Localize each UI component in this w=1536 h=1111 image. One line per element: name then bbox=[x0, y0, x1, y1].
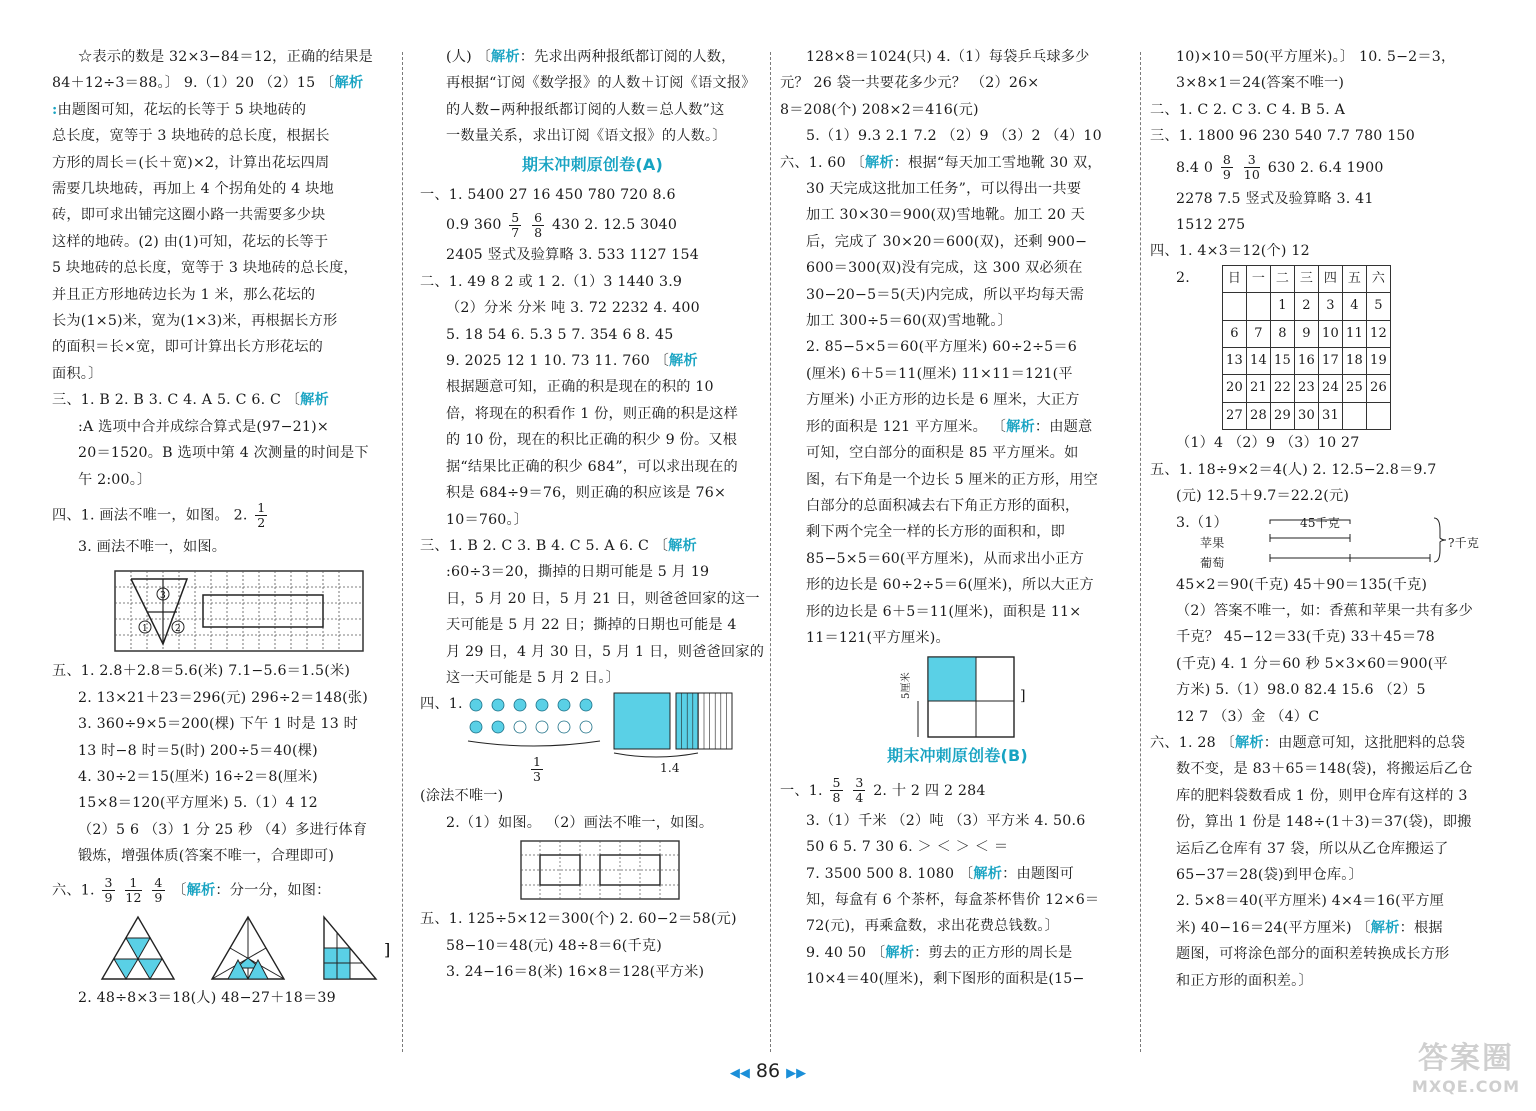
text-line: ☆表示的数是 32×3−84＝12，正确的结果是 bbox=[78, 49, 373, 65]
prev-arrow-icon: ◀◀ bbox=[729, 1066, 750, 1081]
text-line: 9. 40 50 〔解析：剪去的正方形的周长是 bbox=[806, 944, 1073, 961]
fraction: $\frac{8}{9}$ bbox=[1222, 152, 1231, 183]
text-line: 天可能是 5 月 22 日；撕掉的日期也可能是 4 bbox=[446, 617, 737, 634]
calendar-cell: 30 bbox=[1295, 402, 1319, 429]
calendar-row bbox=[1223, 293, 1391, 320]
text-line: 10＝760。〕 bbox=[446, 511, 529, 528]
text-line: :由题图可知，花坛的长等于 5 块地砖的 bbox=[52, 101, 307, 118]
text-line: 15×8＝120(平方厘米) 5.（1）4 12 bbox=[78, 795, 318, 812]
square-figure bbox=[780, 655, 1135, 741]
calendar-cell: 31 bbox=[1319, 402, 1343, 429]
text-line: 面积。〕 bbox=[52, 365, 103, 382]
text-line: 2278 7.5 竖式及验算略 3. 41 bbox=[1176, 190, 1374, 207]
text-line: 并且正方形地砖边长为 1 米，那么花坛的 bbox=[52, 286, 316, 303]
text-line: 加工 30×30＝900(双)雪地靴。加工 20 天 bbox=[806, 207, 1085, 224]
calendar-cell: 三 bbox=[1295, 265, 1319, 292]
text-line: 12 7 （3）金 （4）C bbox=[1176, 708, 1320, 725]
calendar-cell: 20 bbox=[1223, 375, 1247, 402]
text-line: 砖，即可求出铺完这圈小路一共需要多少块 bbox=[52, 207, 326, 224]
watermark-url: MXQE.COM bbox=[1411, 1077, 1521, 1096]
text-line: 2. 5×8＝40(平方厘米) 4×4＝16(平方厘 bbox=[1176, 893, 1445, 910]
diagram-top-label: 45千克 bbox=[1300, 515, 1341, 530]
text-line: 5. 18 54 6. 5.3 5 7. 354 6 8. 45 bbox=[446, 326, 674, 343]
grid-drawing-figure bbox=[114, 570, 364, 652]
text-line: 这样的地砖。(2) 由(1)可知，花坛的长等于 bbox=[52, 233, 329, 250]
text-line: 45×2＝90(千克) 45＋90＝135(千克) bbox=[1176, 576, 1428, 593]
calendar-row bbox=[1223, 402, 1391, 429]
text-line: 600＝300(双)没有完成，这 300 双必须在 bbox=[806, 260, 1083, 277]
calendar-cell: 13 bbox=[1223, 348, 1247, 375]
diagram-right-label: ?千克 bbox=[1448, 535, 1480, 550]
calendar-cell: 1 bbox=[1271, 293, 1295, 320]
fraction: $\frac{6}{8}$ bbox=[534, 209, 543, 240]
fraction: $\frac{4}{9}$ bbox=[154, 874, 163, 905]
text-line: 2405 竖式及验算略 3. 533 1127 154 bbox=[446, 247, 699, 264]
calendar-cell: 15 bbox=[1271, 348, 1295, 375]
text-line: 三、1. 1800 96 230 540 7.7 780 150 bbox=[1150, 128, 1415, 145]
text-line: 三、1. B 2. C 3. B 4. C 5. A 6. C 〔解析 bbox=[420, 537, 697, 554]
calendar-cell: 5 bbox=[1367, 293, 1391, 320]
text-line: 3.（1） bbox=[1176, 514, 1228, 531]
next-arrow-icon: ▶▶ bbox=[786, 1066, 807, 1081]
text-line: 58−10＝48(元) 48÷8＝6(千克) bbox=[446, 937, 663, 954]
bar-label: 1.4 bbox=[660, 761, 680, 776]
fraction: $\frac{5}{7}$ bbox=[511, 209, 520, 240]
calendar-header-row bbox=[1223, 265, 1391, 292]
text-line: 4. 30÷2＝15(厘米) 16÷2＝8(厘米) bbox=[78, 768, 318, 785]
text-line: :A 选项中合并成综合算式是(97−21)× bbox=[78, 418, 329, 435]
calendar-row bbox=[1223, 375, 1391, 402]
text-line: 白部分的总面积减去右下角正方形的面积， bbox=[806, 497, 1080, 514]
fraction: $\frac{3}{9}$ bbox=[104, 874, 113, 905]
text-line: 可知，空白部分的面积是 85 平方厘米。如 bbox=[806, 445, 1079, 462]
calendar-cell: 8 bbox=[1271, 320, 1295, 347]
text-line: 月 29 日，4 月 30 日，5 月 1 日，则爸爸回家的 bbox=[446, 643, 765, 660]
text-line: (人) 〔解析：先求出两种报纸都订阅的人数， bbox=[446, 49, 736, 65]
flowers-figure bbox=[464, 695, 604, 755]
text-line: 的人数−两种报纸都订阅的人数＝总人数”这 bbox=[446, 101, 725, 118]
calendar-cell: 7 bbox=[1247, 320, 1271, 347]
section-4-line: 四、1. 画法不唯一，如图。 2. $\frac{1}{2}$ bbox=[52, 499, 266, 530]
calendar-cell: 一 bbox=[1247, 265, 1271, 292]
calendar-cell: 9 bbox=[1295, 320, 1319, 347]
text-line: 72(元)，再乘盒数，求出花费总钱数。〕 bbox=[806, 918, 1060, 935]
bar-figure bbox=[612, 691, 742, 765]
column-divider bbox=[1140, 52, 1141, 1052]
calendar-cell: 3 bbox=[1319, 293, 1343, 320]
text-line: 再根据“订阅《数学报》的人数＋订阅《语文报》 bbox=[446, 75, 756, 92]
text-line: 一、1. 5400 27 16 450 780 720 8.6 bbox=[420, 187, 676, 204]
text-line: 据“结果比正确的积少 684”，可以求出现在的 bbox=[446, 458, 738, 475]
text-line: (厘米) 6＋5＝11(厘米) 11×11＝121(平 bbox=[806, 365, 1073, 382]
text-line: （1）4 （2）9 （3）10 27 bbox=[1176, 435, 1360, 452]
text-line: 倍，将现在的积看作 1 份，则正确的积是这样 bbox=[446, 405, 739, 422]
calendar-cell: 日 bbox=[1223, 265, 1247, 292]
text-line: 数不变，是 83＋65＝148(袋)，将搬运后乙仓 bbox=[1176, 761, 1473, 778]
text-line: 5.（1）9.3 2.1 7.2 （2）9 （3）2 （4）10 bbox=[806, 128, 1102, 145]
text-line: 65−37＝28(袋)到甲仓库。〕 bbox=[1176, 866, 1363, 883]
text-line: 午 2:00。〕 bbox=[78, 471, 152, 488]
fraction: $\frac{5}{8}$ bbox=[832, 775, 841, 806]
calendar-cell: 24 bbox=[1319, 375, 1343, 402]
text-line: 20＝1520。B 选项中第 4 次测量的时间是下 bbox=[78, 445, 369, 462]
text-line: 二、1. C 2. C 3. C 4. B 5. A bbox=[1150, 101, 1346, 118]
text-line: 剩下两个完全一样的长方形的面积和，即 bbox=[806, 524, 1065, 541]
calendar-cell: 23 bbox=[1295, 375, 1319, 402]
svg-text:3: 3 bbox=[160, 591, 166, 602]
text-line: 一数量关系，求出订阅《语文报》的人数。〕 bbox=[446, 128, 727, 145]
text-line: 3×8×1＝24(答案不唯一) bbox=[1176, 75, 1345, 92]
section-5-line: 五、1. 2.8＋2.8＝5.6(米) 7.1−5.6＝1.5(米) bbox=[52, 663, 351, 680]
text-line: 锻炼，增强体质(答案不唯一，合理即可) bbox=[78, 848, 335, 865]
text-line: 3. 360÷9×5＝200(棵) 下午 1 时是 13 时 bbox=[78, 716, 359, 733]
text-line: 日，5 月 20 日，5 月 21 日，则爸爸回家的这一 bbox=[446, 590, 760, 607]
page-number bbox=[0, 1060, 1536, 1082]
calendar-cell: 18 bbox=[1343, 348, 1367, 375]
calendar-cell bbox=[1223, 293, 1247, 320]
fraction: $\frac{1}{12}$ bbox=[125, 874, 142, 905]
section-4-figures bbox=[420, 691, 765, 783]
calendar-cell: 19 bbox=[1367, 348, 1391, 375]
text-line: (元) 12.5＋9.7＝22.2(元) bbox=[1176, 488, 1350, 505]
figure-side-label: 5厘米 bbox=[901, 672, 912, 700]
calendar-cell: 五 bbox=[1343, 265, 1367, 292]
text-line: 方厘米) 小正方形的边长是 6 厘米，大正方 bbox=[806, 392, 1080, 409]
text-line: 库的肥料袋数看成 1 份，则甲仓库有这样的 3 bbox=[1176, 787, 1468, 804]
text-line: 方米) 5.（1）98.0 82.4 15.6 （2）5 bbox=[1176, 682, 1426, 699]
triangles-figure bbox=[98, 913, 398, 983]
calendar-cell: 29 bbox=[1271, 402, 1295, 429]
text-line: 图，右下角是一个边长 5 厘米的正方形，用空 bbox=[806, 471, 1099, 488]
text-line: 四、1. bbox=[420, 696, 463, 713]
calendar-cell: 二 bbox=[1271, 265, 1295, 292]
text-line: 千克？ 45−12＝33(千克) 33＋45＝78 bbox=[1176, 629, 1435, 646]
calendar-cell: 11 bbox=[1343, 320, 1367, 347]
text-line: 份，算出 1 份是 148÷(1＋3)＝37(袋)，即搬 bbox=[1176, 814, 1472, 831]
section-title-a: 期末冲刺原创卷(A) bbox=[521, 154, 663, 174]
text-line: 这一天可能是 5 月 2 日。〕 bbox=[446, 669, 621, 686]
calendar-cell: 22 bbox=[1271, 375, 1295, 402]
text-line: 总长度，宽等于 3 块地砖的总长度，根据长 bbox=[52, 128, 330, 145]
calendar-table bbox=[1222, 265, 1391, 430]
section-3-line: 三、1. B 2. B 3. C 4. A 5. C 6. C 〔解析 bbox=[52, 392, 329, 409]
calendar-cell bbox=[1343, 402, 1367, 429]
text-line: 50 6 5. 7 30 6. ＞ ＜ ＞ ＜ ＝ bbox=[806, 839, 1009, 856]
calendar-cell bbox=[1367, 402, 1391, 429]
text-line: 128×8＝1024(只) 4.（1）每袋乒乓球多少 bbox=[806, 49, 1090, 65]
text-line: 长为(1×5)米，宽为(1×3)米，再根据长方形 bbox=[52, 313, 338, 330]
text-line: （2）分米 分米 吨 3. 72 2232 4. 400 bbox=[446, 300, 700, 317]
page-number-text: 86 bbox=[755, 1060, 781, 1082]
diagram-row2-label: 葡萄 bbox=[1200, 555, 1225, 570]
bracket: ] bbox=[1020, 688, 1026, 705]
text-line: 积是 684÷9＝76，则正确的积应该是 76× bbox=[446, 485, 727, 502]
text-line: 元？ 26 袋一共要花多少元？ （2）26× bbox=[780, 75, 1040, 92]
text-line: 10×4＝40(厘米)，剩下图形的面积是(15− bbox=[806, 971, 1085, 988]
calendar-cell: 2 bbox=[1295, 293, 1319, 320]
diagram-row1-label: 苹果 bbox=[1200, 535, 1225, 550]
svg-text:2: 2 bbox=[175, 624, 181, 635]
grid-rect-figure bbox=[520, 840, 680, 900]
text-line: 方形的周长＝(长＋宽)×2，计算出花坛四周 bbox=[52, 154, 330, 171]
text-line: 1512 275 bbox=[1176, 217, 1246, 234]
text-line: 2. 85−5×5＝60(平方厘米) 60÷2÷5＝6 bbox=[806, 339, 1077, 356]
text-line: 8.4 0 $\frac{8}{9}$ $\frac{3}{10}$ 630 2. 6.4 1900 bbox=[1176, 152, 1384, 183]
calendar-cell: 6 bbox=[1223, 320, 1247, 347]
calendar-row bbox=[1223, 348, 1391, 375]
text-line: 根据题意可知，正确的积是现在的积的 10 bbox=[446, 379, 714, 396]
column-divider bbox=[402, 52, 403, 1052]
calendar-cell: 12 bbox=[1367, 320, 1391, 347]
column-divider bbox=[770, 52, 771, 1052]
calendar-cell: 16 bbox=[1295, 348, 1319, 375]
calendar-cell: 26 bbox=[1367, 375, 1391, 402]
text-line: 形的边长是 6＋5＝11(厘米)，面积是 11× bbox=[806, 603, 1082, 620]
calendar-cell: 25 bbox=[1343, 375, 1367, 402]
calendar-cell: 4 bbox=[1343, 293, 1367, 320]
text-line: 题图，可将涂色部分的面积差转换成长方形 bbox=[1176, 946, 1450, 963]
column-2 bbox=[420, 44, 765, 985]
fraction: $\frac{1}{3}$ bbox=[533, 754, 542, 785]
text-line: 运后乙仓库有 37 袋，所以从乙仓库搬运了 bbox=[1176, 840, 1449, 857]
text-line: 3.（1）千米 （2）吨 （3）平方米 4. 50.6 bbox=[806, 812, 1086, 829]
text-line: 9. 2025 12 1 10. 73 11. 760 〔解析 bbox=[446, 353, 698, 370]
text-line: 3. 画法不唯一，如图。 bbox=[78, 538, 227, 555]
text-line: 四、1. 4×3＝12(个) 12 bbox=[1150, 243, 1310, 260]
text-line: 二、1. 49 8 2 或 1 2.（1）3 1440 3.9 bbox=[420, 273, 683, 290]
text-line: 8＝208(个) 208×2＝416(元) bbox=[780, 101, 979, 118]
text-line: 知，每盒有 6 个茶杯，每盒茶杯售价 12×6＝ bbox=[806, 891, 1100, 908]
text-line: 3. 24−16＝8(米) 16×8＝128(平方米) bbox=[446, 963, 705, 980]
text-line: 的 10 份，现在的积比正确的积少 9 份。又根 bbox=[446, 432, 738, 449]
calendar-cell: 17 bbox=[1319, 348, 1343, 375]
svg-text:]: ] bbox=[384, 939, 391, 959]
column-4 bbox=[1150, 44, 1520, 994]
text-line: 形的边长是 60÷2÷5＝6(厘米)，所以大正方 bbox=[806, 577, 1094, 594]
text-line: 需要几块地砖，再加上 4 个拐角处的 4 块地 bbox=[52, 181, 334, 198]
text-line: 2.（1）如图。 （2）画法不唯一，如图。 bbox=[446, 814, 714, 831]
text-line: 7. 3500 500 8. 1080 〔解析：由题图可 bbox=[806, 865, 1075, 882]
line-diagram bbox=[1150, 510, 1520, 572]
calendar-cell: 14 bbox=[1247, 348, 1271, 375]
text-line: 五、1. 18÷9×2＝4(人) 2. 12.5−2.8＝9.7 bbox=[1150, 461, 1437, 478]
text-line: 米) 40−16＝24(平方厘米) 〔解析：根据 bbox=[1176, 919, 1443, 936]
calendar-cell bbox=[1247, 293, 1271, 320]
calendar-block bbox=[1150, 265, 1520, 430]
calendar-cell: 四 bbox=[1319, 265, 1343, 292]
text-line: 30 天完成这批加工任务”，可以得出一共要 bbox=[806, 181, 1082, 198]
text-line: 2. 48÷8×3＝18(人) 48−27＋18＝39 bbox=[78, 989, 336, 1006]
calendar-cell: 28 bbox=[1247, 402, 1271, 429]
text-line: 10)×10＝50(平方厘米)。〕 10. 5−2＝3， bbox=[1176, 49, 1456, 65]
column-1 bbox=[52, 44, 397, 1011]
text-line: 30−20−5＝5(天)内完成，所以平均每天需 bbox=[806, 286, 1085, 303]
watermark-logo bbox=[1406, 1033, 1526, 1103]
text-line: 5 块地砖的总长度，宽等于 3 块地砖的总长度， bbox=[52, 260, 358, 277]
watermark-title: 答案圈 bbox=[1418, 1041, 1514, 1076]
text-line: 六、1. 60 〔解析：根据“每天加工雪地靴 30 双， bbox=[780, 154, 1102, 171]
text-line: 六、1. 28 〔解析：由题意可知，这批肥料的总袋 bbox=[1150, 734, 1466, 751]
text-line: (涂法不唯一) bbox=[420, 788, 504, 805]
text-line: 0.9 360 $\frac{5}{7}$ $\frac{6}{8}$ 430 2. 12.5 3040 bbox=[446, 209, 678, 240]
text-line: （2）答案不唯一，如：香蕉和苹果一共有多少 bbox=[1176, 602, 1473, 619]
text-line: 后，完成了 30×20＝600(双)，还剩 900− bbox=[806, 233, 1088, 250]
section-title-b: 期末冲刺原创卷(B) bbox=[887, 746, 1028, 766]
column-3 bbox=[780, 44, 1135, 993]
text-line: 2. 13×21＋23＝296(元) 296÷2＝148(张) bbox=[78, 689, 369, 706]
calendar-row bbox=[1223, 320, 1391, 347]
text-line: 加工 300÷5＝60(双)雪地靴。〕 bbox=[806, 313, 1013, 330]
text-line: （2）5 6 （3）1 分 25 秒 （4）多进行体育 bbox=[78, 821, 368, 838]
fraction: $\frac{3}{10}$ bbox=[1243, 152, 1261, 183]
section-6-line: 六、1. $\frac{3}{9}$ $\frac{1}{12}$ $\frac{4}{9}$ 〔解析：分一分，如图： bbox=[52, 874, 331, 905]
fraction: $\frac{1}{2}$ bbox=[257, 499, 266, 530]
text-line: 和正方形的面积差。〕 bbox=[1176, 972, 1313, 989]
svg-text:1: 1 bbox=[142, 624, 148, 635]
text-line: 84＋12÷3＝88。〕 9.（1）20 （2）15 〔解析 bbox=[52, 75, 364, 92]
calendar-cell: 10 bbox=[1319, 320, 1343, 347]
text-line: 2. bbox=[1176, 269, 1190, 286]
text-line: 11＝121(平方厘米)。 bbox=[806, 629, 950, 646]
calendar-cell: 六 bbox=[1367, 265, 1391, 292]
fraction: $\frac{3}{4}$ bbox=[855, 775, 864, 806]
text-line: 五、1. 125÷5×12＝300(个) 2. 60−2＝58(元) bbox=[420, 911, 737, 928]
text-line: :60÷3＝20，撕掉的日期可能是 5 月 19 bbox=[446, 564, 710, 581]
text-line: 形的面积是 121 平方厘米。 〔解析：由题意 bbox=[806, 418, 1093, 435]
calendar-cell: 27 bbox=[1223, 402, 1247, 429]
text-line: 一、1. $\frac{5}{8}$ $\frac{3}{4}$ 2. 十 2 四 2 284 bbox=[780, 775, 986, 806]
calendar-cell: 21 bbox=[1247, 375, 1271, 402]
text-line: (千克) 4. 1 分＝60 秒 5×3×60＝900(平 bbox=[1176, 655, 1448, 672]
text-line: 85−5×5＝60(平方厘米)，从而求出小正方 bbox=[806, 550, 1085, 567]
text-line: 13 时−8 时＝5(时) 200÷5＝40(棵) bbox=[78, 742, 318, 759]
text-line: 的面积＝长×宽，即可计算出长方形花坛的 bbox=[52, 339, 324, 356]
